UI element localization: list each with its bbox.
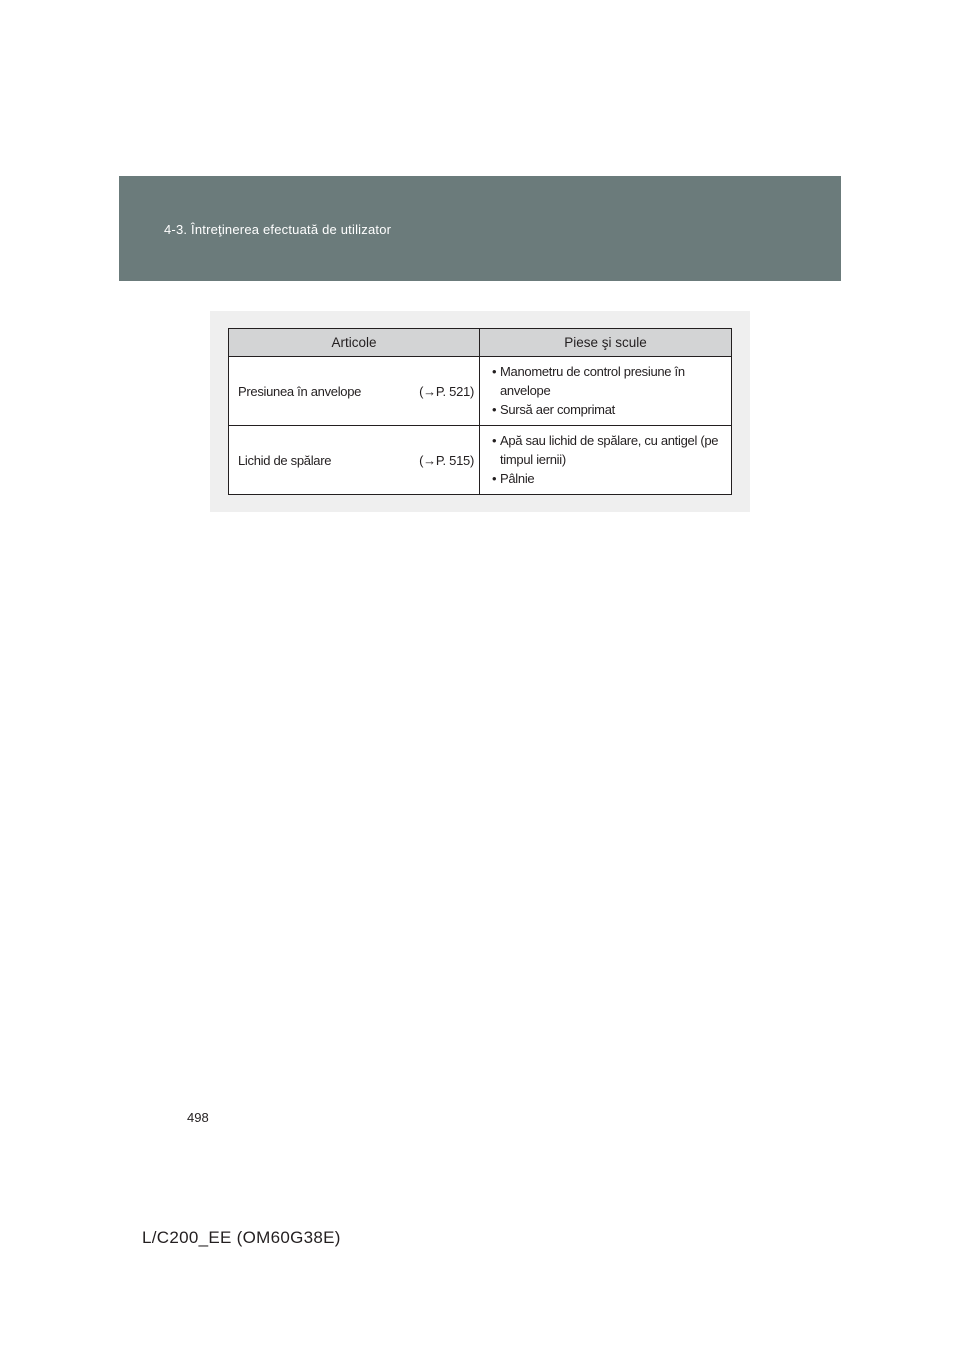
tools-cell	[480, 426, 732, 495]
tools-cell	[480, 357, 732, 426]
tool-item: • Manometru de control presiune în anvelope	[492, 362, 725, 400]
column-header-items: Articole	[229, 329, 480, 357]
section-header-band	[119, 176, 841, 281]
tool-item: • Sursă aer comprimat	[492, 400, 725, 419]
items-table	[228, 328, 732, 495]
page-reference: (→P. 515)	[419, 452, 474, 468]
section-title: 4-3. Întreţinerea efectuată de utilizator	[164, 222, 392, 237]
item-name: Lichid de spălare	[238, 452, 332, 468]
tool-item: • Apă sau lichid de spălare, cu antigel (pe timpul iernii)	[492, 431, 725, 469]
item-cell	[229, 357, 480, 426]
tools-list	[480, 357, 731, 425]
item-name: Presiunea în anvelope	[238, 383, 362, 399]
table-row	[229, 357, 732, 426]
tools-list	[480, 426, 731, 494]
column-header-tools: Piese şi scule	[480, 329, 732, 357]
document-code: L/C200_EE (OM60G38E)	[142, 1228, 341, 1247]
item-cell	[229, 426, 480, 495]
table-panel	[210, 311, 750, 512]
table-row	[229, 426, 732, 495]
page-reference: (→P. 521)	[419, 383, 474, 399]
tool-item: • Pâlnie	[492, 469, 725, 488]
table-header-row	[229, 329, 732, 357]
page-number: 498	[187, 1110, 209, 1125]
